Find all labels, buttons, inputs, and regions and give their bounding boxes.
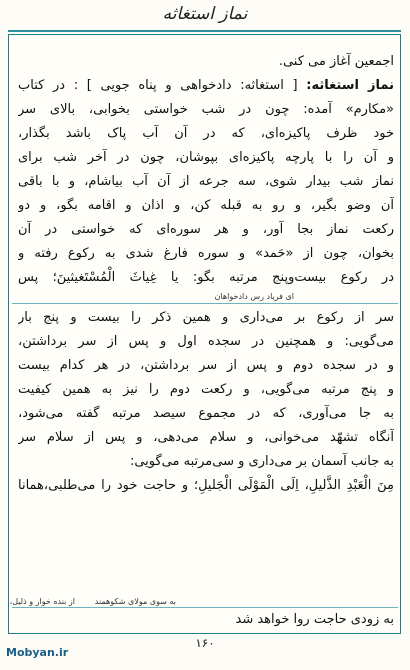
section-1 (18, 50, 394, 290)
text-line-with-term (18, 74, 394, 98)
text-line: «مکارم» آمده: چون در شب خواستی بخوابی، بالای سر (18, 102, 394, 117)
text-line: رکعت نماز بجا آور، و هر سوره‌ای که خواستی در آن (18, 222, 394, 237)
watermark: Mobyan.ir (6, 646, 69, 659)
text-line: به زودی حاجت روا خواهد شد (235, 612, 394, 627)
section-2 (18, 306, 394, 498)
gloss-note: ای فریاد رس دادخواهان (214, 292, 294, 301)
page-title: نماز استغاثه (162, 4, 248, 24)
text-line: آن وضو بگیر، و رو به قبله کن، و اذان و اقامه بگو، و دو (18, 198, 394, 213)
text-line: آنگاه تشهّد می‌خوانی، و سلام می‌دهی، و پس از سلام سر (18, 430, 394, 445)
header-rule (8, 30, 401, 32)
gloss-note-left: از بنده خوار و ذلیل، (9, 597, 75, 606)
text-line: بخوان، چون از «حَمد» و سوره فارغ شدی به رکوع رفته و (18, 246, 394, 261)
text-line: و آن را با پارچه پاکیزه‌ای بپوشان، چون در آخر شب برای (18, 150, 394, 165)
text-line: نماز شب بیدار شوی، سه جرعه از آن آب بیاشام، و با باقی (18, 174, 394, 189)
section-3 (18, 608, 394, 632)
text-line: [ استغاثه: دادخواهی و پناه جویی ] : در کتاب (18, 78, 298, 93)
gloss-note-right: به سوی مولای شکوهمند (94, 597, 176, 606)
text-line: خود ظرف پاکیزه‌ای، که در آن آب پاک باشد بگذار، (18, 126, 394, 141)
term-heading: نماز استغاثه: (306, 78, 394, 93)
text-line: و در سجده دوم و پس از سر برداشتن، در هر کدام بیست (18, 358, 394, 373)
text-line: به جانب آسمان بر می‌داری و سی‌مرتبه می‌گویی: (129, 454, 394, 469)
text-line: می‌گویی: و همچنین در سجده اول و پس از سر برداشتن، (18, 334, 394, 349)
section-divider (12, 303, 398, 304)
gloss-note (10, 597, 75, 606)
text-line: و پنج مرتبه می‌گویی، و رکعت دوم را نیز به همین کیفیت (18, 382, 394, 397)
gloss-note (95, 597, 176, 606)
text-line: اجمعین آغاز می کنی. (278, 54, 394, 69)
page-number: ۱۶۰ (195, 636, 215, 650)
text-line: به جا می‌آوری، که در مجموع سیصد مرتبه گفته می‌شود، (18, 406, 394, 421)
text-line: سر از رکوع بر می‌داری و همین ذکر را بیست و پنج بار (18, 310, 394, 325)
text-line: در رکوع بیست‌وپنج مرتبه بگو: یا غِیاثَ الْمُسْتَغیثینَ؛ پس (18, 270, 394, 285)
text-line: مِنَ الْعَبْدِ الذَّلیلِ، اِلَی الْمَوْلَی الْجَلیلِ؛ و حاجت خود را می‌طلبی،همانا (18, 478, 394, 493)
